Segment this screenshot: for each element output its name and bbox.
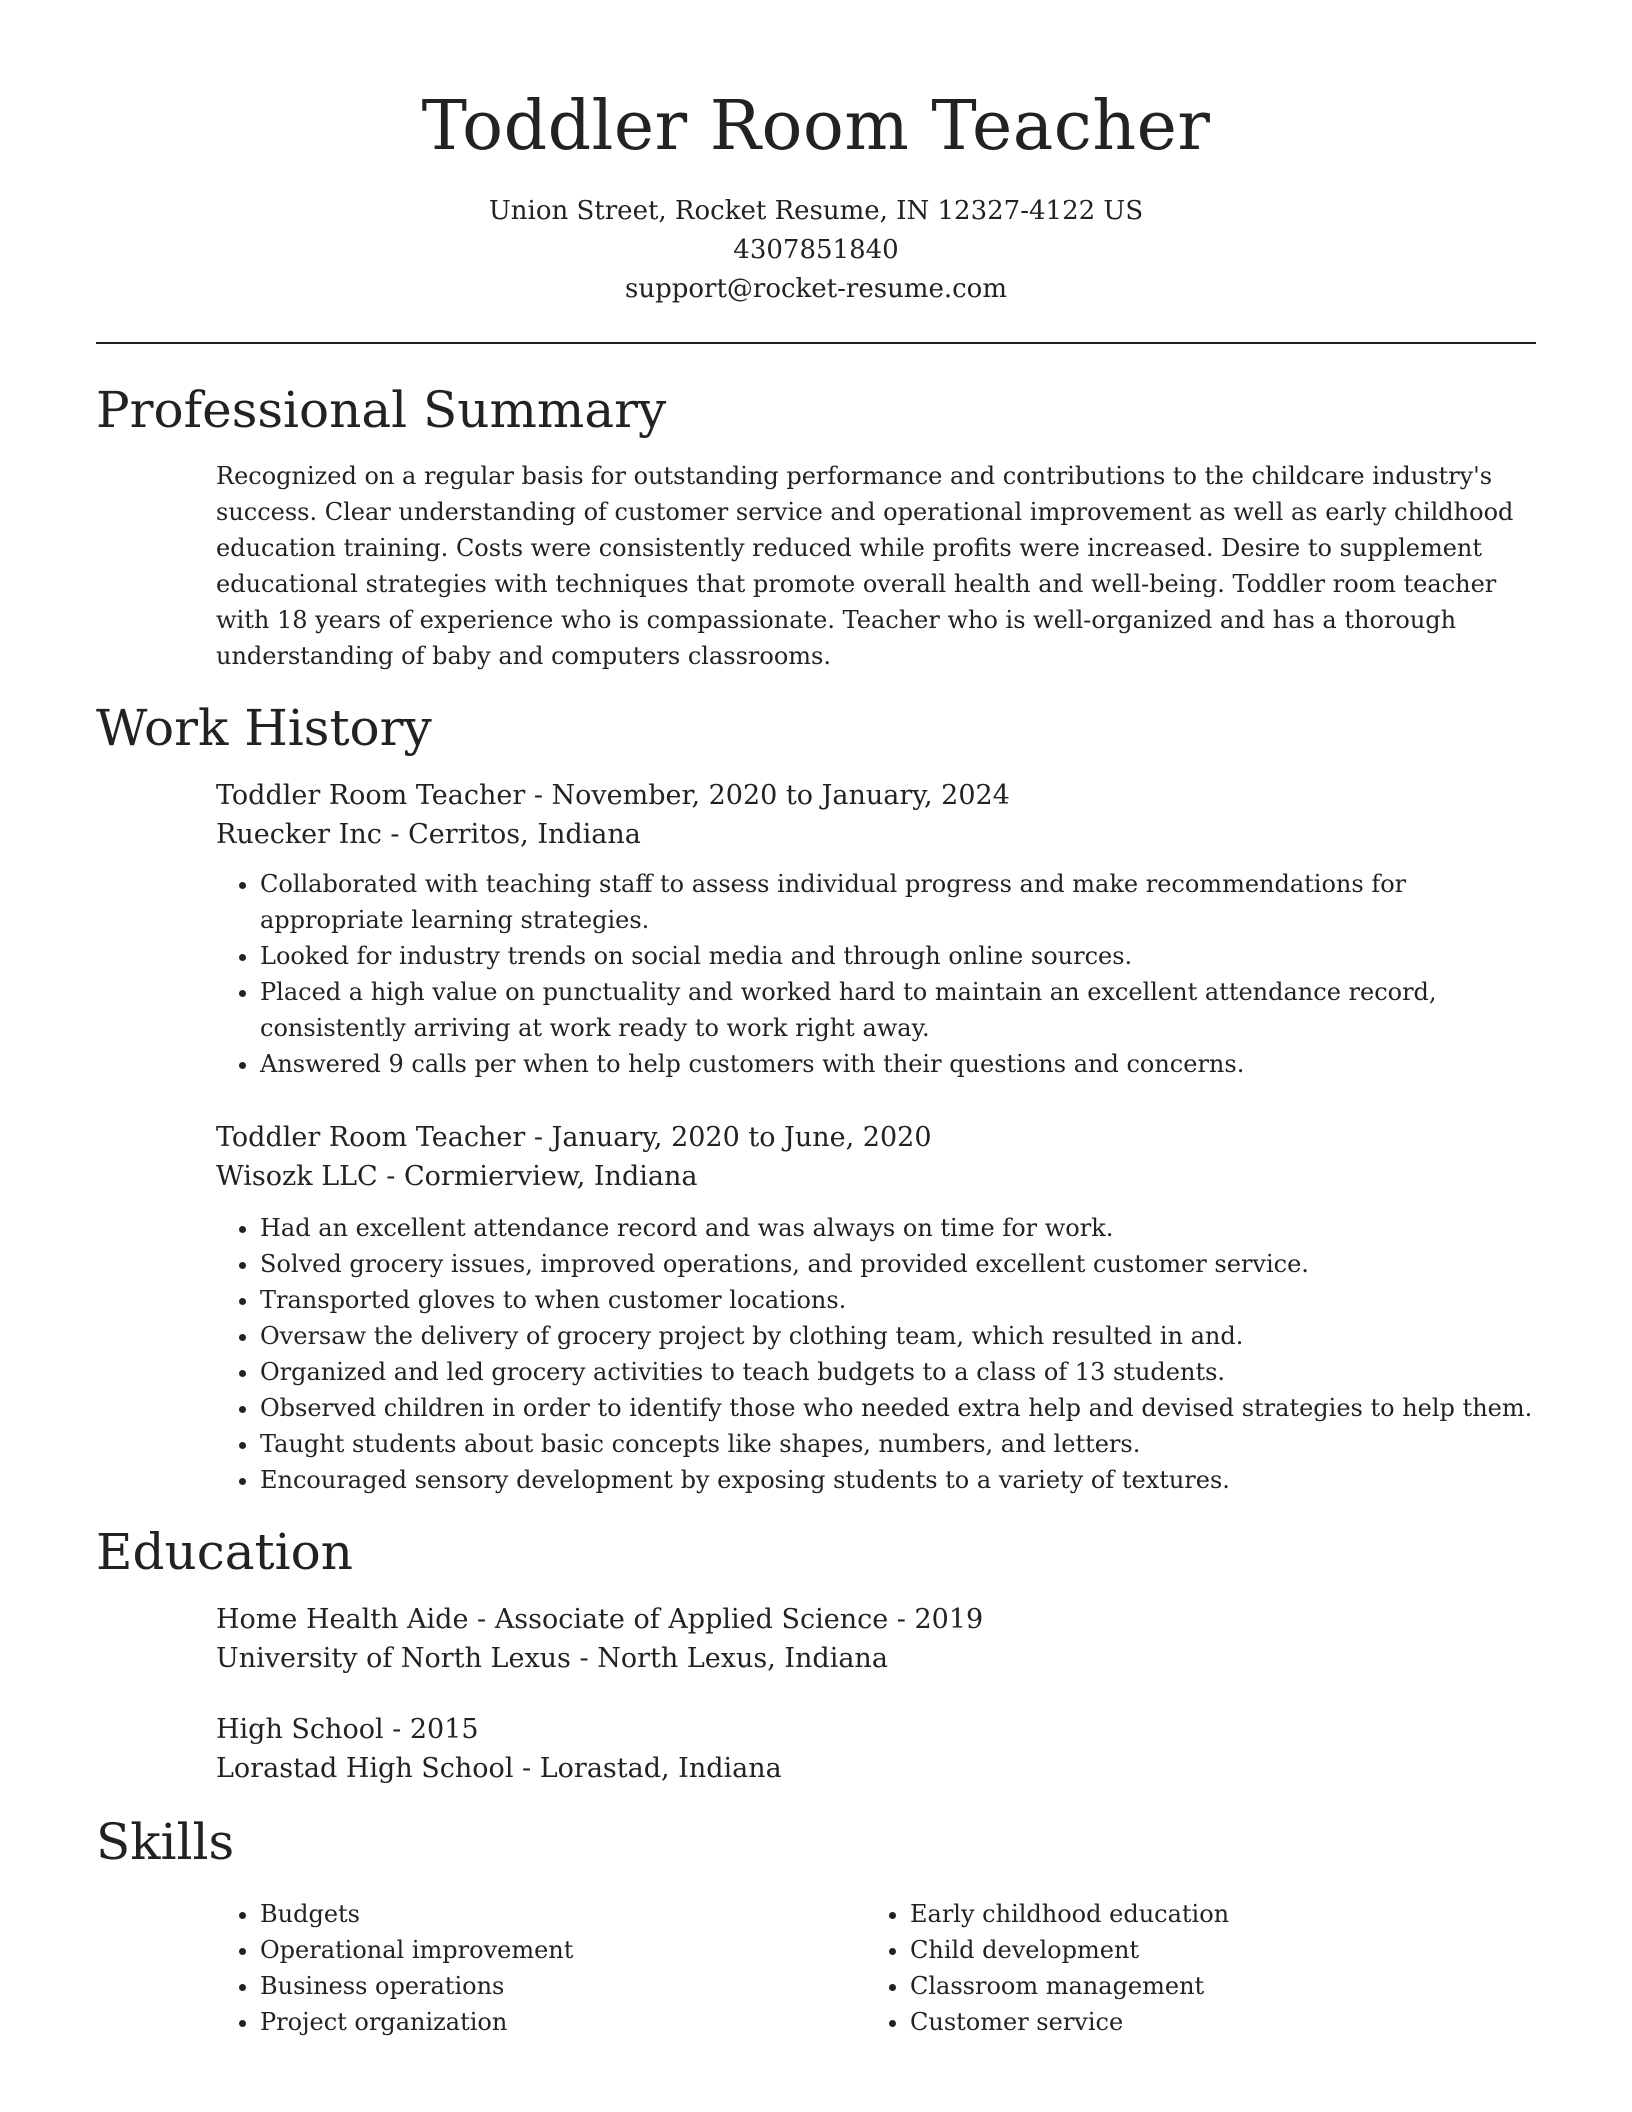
contact-phone: 4307851840 [733, 235, 899, 265]
skill-item: • Early childhood education [910, 1896, 1506, 1932]
contact-address: Union Street, Rocket Resume, IN 12327-4122 US [488, 196, 1144, 226]
skill-item: • Operational improvement [260, 1932, 856, 1968]
education-location: - North Lexus, Indiana [570, 1643, 888, 1674]
skill-item: • Child development [910, 1932, 1506, 1968]
skill-item: • Project organization [260, 2004, 856, 2040]
education-location: - Lorastad, Indiana [513, 1753, 782, 1784]
skills-heading: Skills [96, 1813, 235, 1871]
skills-column-left [216, 1896, 856, 2040]
job-title-line [216, 776, 1536, 815]
job-bullet: • Observed children in order to identify those who needed extra help and devised strategies to help them. [260, 1390, 1536, 1426]
job-bullet: • Had an excellent attendance record and was always on time for work. [260, 1210, 1536, 1246]
job-bullets [216, 866, 1536, 1082]
summary-heading: Professional Summary [96, 381, 667, 439]
job-role: Toddler Room Teacher [216, 780, 526, 811]
education-entry [216, 1600, 1536, 1678]
job-company-line [216, 1157, 1536, 1196]
job-bullet: • Placed a high value on punctuality and worked hard to maintain an excellent attendance record, consistently arriving at work ready to work right away. [260, 974, 1536, 1046]
work-history-heading: Work History [96, 699, 432, 757]
job-title-line [216, 1118, 1536, 1157]
job-entry [216, 1118, 1536, 1498]
job-bullet: • Organized and led grocery activities to teach budgets to a class of 13 students. [260, 1354, 1536, 1390]
contact-email: support@rocket-resume.com [624, 274, 1007, 304]
job-bullets [216, 1210, 1536, 1498]
skills-list [216, 1896, 856, 2040]
skill-item: • Business operations [260, 1968, 856, 2004]
resume-header [96, 82, 1536, 309]
skill-item: • Customer service [910, 2004, 1506, 2040]
education-entry [216, 1710, 1536, 1788]
education-degree: Home Health Aide - Associate of Applied Science - 2019 [216, 1604, 984, 1635]
skills-column-right [866, 1896, 1506, 2040]
education-heading: Education [96, 1523, 353, 1581]
skill-item: • Classroom management [910, 1968, 1506, 2004]
job-bullet: • Transported gloves to when customer locations. [260, 1282, 1536, 1318]
summary-block [216, 458, 1536, 674]
job-entry [216, 776, 1536, 1082]
job-company: Wisozk LLC [216, 1161, 378, 1192]
skills-list [866, 1896, 1506, 2040]
summary-text: Recognized on a regular basis for outstanding performance and contributions to the childcare industry's success. Clear understanding of customer service and operational improvement as well as early childhood education training. Costs were consistently reduced while profits were increased. Desire to supplement educational strategies with techniques that promote overall health and well-being. Toddler room teacher with 18 years of experience who is compassionate. Teacher who is well-organized and has a thorough understanding of baby and computers classrooms. [216, 462, 1514, 670]
job-location: - Cormierview, Indiana [377, 1161, 698, 1192]
job-bullet: • Encouraged sensory development by exposing students to a variety of textures. [260, 1462, 1536, 1498]
education-degree: High School - 2015 [216, 1714, 479, 1745]
education-school-line [216, 1749, 1536, 1788]
education-school: University of North Lexus [216, 1643, 571, 1674]
education-school: Lorastad High School [216, 1753, 514, 1784]
job-dates: - January, 2020 to June, 2020 [525, 1122, 932, 1153]
job-bullet: • Solved grocery issues, improved operations, and provided excellent customer service. [260, 1246, 1536, 1282]
job-dates: - November, 2020 to January, 2024 [525, 780, 1010, 811]
job-location: - Cerritos, Indiana [381, 819, 641, 850]
job-company-line [216, 815, 1536, 854]
job-bullet: • Looked for industry trends on social media and through online sources. [260, 938, 1536, 974]
skill-item: • Budgets [260, 1896, 856, 1932]
job-role: Toddler Room Teacher [216, 1122, 526, 1153]
header-divider [96, 342, 1536, 344]
job-company: Ruecker Inc [216, 819, 382, 850]
job-bullet: • Taught students about basic concepts like shapes, numbers, and letters. [260, 1426, 1536, 1462]
candidate-name: Toddler Room Teacher [421, 87, 1211, 166]
education-school-line [216, 1639, 1536, 1678]
job-bullet: • Collaborated with teaching staff to assess individual progress and make recommendations for appropriate learning strategies. [260, 866, 1536, 938]
job-bullet: • Oversaw the delivery of grocery project by clothing team, which resulted in and. [260, 1318, 1536, 1354]
job-bullet: • Answered 9 calls per when to help customers with their questions and concerns. [260, 1046, 1536, 1082]
